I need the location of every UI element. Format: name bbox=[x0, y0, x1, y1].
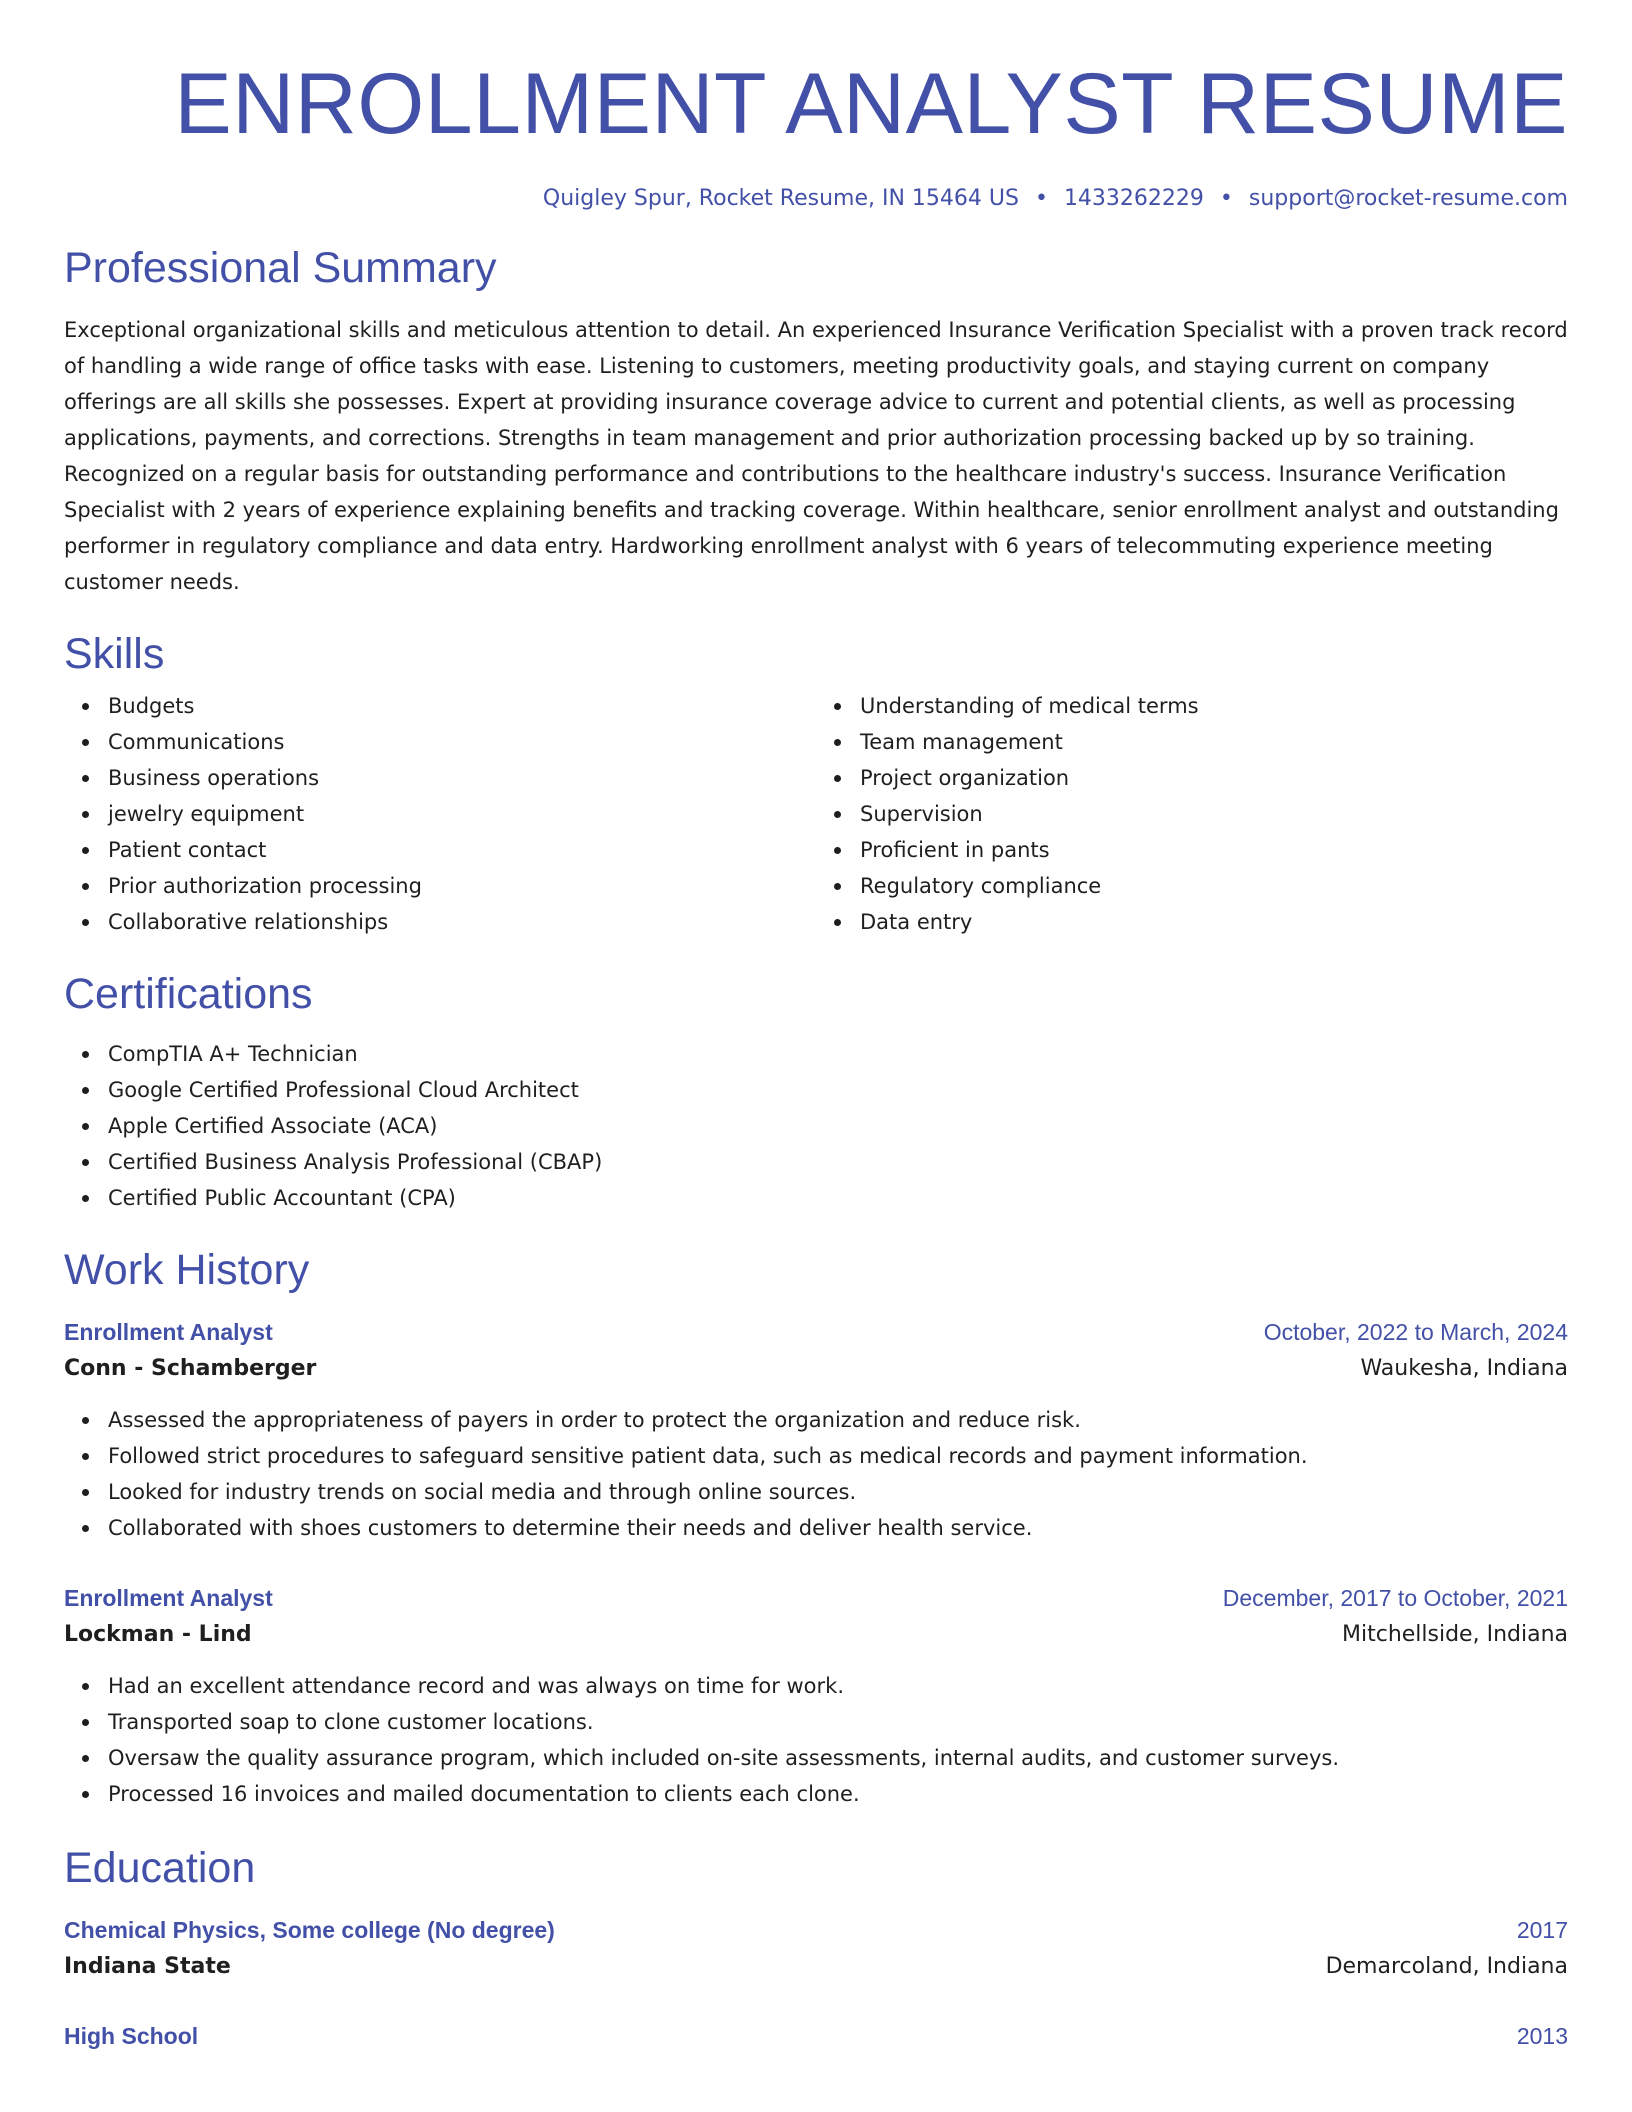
education-school: Indiana State bbox=[64, 1954, 231, 1979]
summary-heading: Professional Summary bbox=[64, 244, 497, 292]
skill-item: Collaborative relationships bbox=[108, 904, 816, 940]
education-header-row bbox=[64, 2018, 1568, 2054]
job-header-row bbox=[64, 1314, 1568, 1350]
education-degree: High School bbox=[64, 2023, 199, 2049]
skill-item: jewelry equipment bbox=[108, 796, 816, 832]
job-entry bbox=[64, 1314, 1568, 1546]
education-entry bbox=[64, 1912, 1568, 1986]
job-entry bbox=[64, 1580, 1568, 1812]
education-heading: Education bbox=[64, 1844, 256, 1892]
certification-item: Google Certified Professional Cloud Architect bbox=[108, 1072, 1568, 1108]
job-bullet: Transported soap to clone customer locations. bbox=[108, 1704, 1568, 1740]
job-bullet: Had an excellent attendance record and was always on time for work. bbox=[108, 1668, 1568, 1704]
job-company: Conn - Schamberger bbox=[64, 1356, 317, 1381]
job-bullet: Oversaw the quality assurance program, which included on-site assessments, internal audits, and customer surveys. bbox=[108, 1740, 1568, 1776]
education-school-row bbox=[64, 1948, 1568, 1986]
skill-item: Communications bbox=[108, 724, 816, 760]
job-bullet: Processed 16 invoices and mailed documentation to clients each clone. bbox=[108, 1776, 1568, 1812]
contact-line bbox=[64, 184, 1568, 214]
skill-item: Project organization bbox=[860, 760, 1568, 796]
job-title: Enrollment Analyst bbox=[64, 1585, 273, 1611]
certification-item: CompTIA A+ Technician bbox=[108, 1036, 1568, 1072]
skills-right-column bbox=[816, 688, 1568, 940]
job-bullets bbox=[64, 1402, 1568, 1546]
education-header-row bbox=[64, 1912, 1568, 1948]
contact-address: Quigley Spur, Rocket Resume, IN 15464 US bbox=[542, 186, 1019, 211]
resume-title: ENROLLMENT ANALYST RESUME bbox=[174, 56, 1568, 152]
education-year: 2013 bbox=[1516, 2023, 1568, 2049]
job-dates: October, 2022 to March, 2024 bbox=[1263, 1319, 1568, 1345]
skill-item: Supervision bbox=[860, 796, 1568, 832]
education-location: Demarcoland, Indiana bbox=[1325, 1954, 1568, 1979]
skill-item: Proficient in pants bbox=[860, 832, 1568, 868]
skill-item: Business operations bbox=[108, 760, 816, 796]
job-company-row bbox=[64, 1616, 1568, 1654]
job-title: Enrollment Analyst bbox=[64, 1319, 273, 1345]
education-year: 2017 bbox=[1516, 1917, 1568, 1943]
job-company-row bbox=[64, 1350, 1568, 1388]
skills-left-column bbox=[64, 688, 816, 940]
certifications-list bbox=[64, 1036, 1568, 1216]
skill-item: Understanding of medical terms bbox=[860, 688, 1568, 724]
job-location: Waukesha, Indiana bbox=[1360, 1356, 1568, 1381]
job-bullet: Looked for industry trends on social media and through online sources. bbox=[108, 1474, 1568, 1510]
skill-item: Budgets bbox=[108, 688, 816, 724]
certification-item: Certified Business Analysis Professional (CBAP) bbox=[108, 1144, 1568, 1180]
summary-text: Exceptional organizational skills and meticulous attention to detail. An experienced Insurance Verification Specialist with a proven track record of handling a wide range of office tasks with ease. Listening to customers, meeting productivity goals, and staying current on company offerings are all skills she possesses. Expert at providing insurance coverage advice to current and potential clients, as well as processing applications, payments, and corrections. Strengths in team management and prior authorization processing backed up by so training. Recognized on a regular basis for outstanding performance and contributions to the healthcare industry's success. Insurance Verification Specialist with 2 years of experience explaining benefits and tracking coverage. Within healthcare, senior enrollment analyst and outstanding performer in regulatory compliance and data entry. Hardworking enrollment analyst with 6 years of telecommuting experience meeting customer needs. bbox=[64, 318, 1568, 594]
skill-item: Team management bbox=[860, 724, 1568, 760]
skill-item: Data entry bbox=[860, 904, 1568, 940]
job-company: Lockman - Lind bbox=[64, 1622, 252, 1647]
education-entry bbox=[64, 2018, 1568, 2054]
job-bullets bbox=[64, 1668, 1568, 1812]
skills-grid bbox=[64, 688, 1568, 940]
job-dates: December, 2017 to October, 2021 bbox=[1222, 1585, 1568, 1611]
certifications-heading: Certifications bbox=[64, 970, 313, 1018]
skill-item: Regulatory compliance bbox=[860, 868, 1568, 904]
job-bullet: Collaborated with shoes customers to determine their needs and deliver health service. bbox=[108, 1510, 1568, 1546]
work-history-heading: Work History bbox=[64, 1246, 310, 1294]
certification-item: Apple Certified Associate (ACA) bbox=[108, 1108, 1568, 1144]
job-location: Mitchellside, Indiana bbox=[1342, 1622, 1568, 1647]
contact-separator: • bbox=[1219, 186, 1233, 211]
job-bullet: Followed strict procedures to safeguard sensitive patient data, such as medical records and payment information. bbox=[108, 1438, 1568, 1474]
skills-heading: Skills bbox=[64, 630, 165, 678]
contact-email: support@rocket-resume.com bbox=[1248, 186, 1568, 211]
skill-item: Prior authorization processing bbox=[108, 868, 816, 904]
certification-item: Certified Public Accountant (CPA) bbox=[108, 1180, 1568, 1216]
contact-phone: 1433262229 bbox=[1063, 186, 1204, 211]
education-degree: Chemical Physics, Some college (No degree) bbox=[64, 1917, 555, 1943]
job-header-row bbox=[64, 1580, 1568, 1616]
contact-separator: • bbox=[1034, 186, 1048, 211]
skill-item: Patient contact bbox=[108, 832, 816, 868]
job-bullet: Assessed the appropriateness of payers in order to protect the organization and reduce risk. bbox=[108, 1402, 1568, 1438]
